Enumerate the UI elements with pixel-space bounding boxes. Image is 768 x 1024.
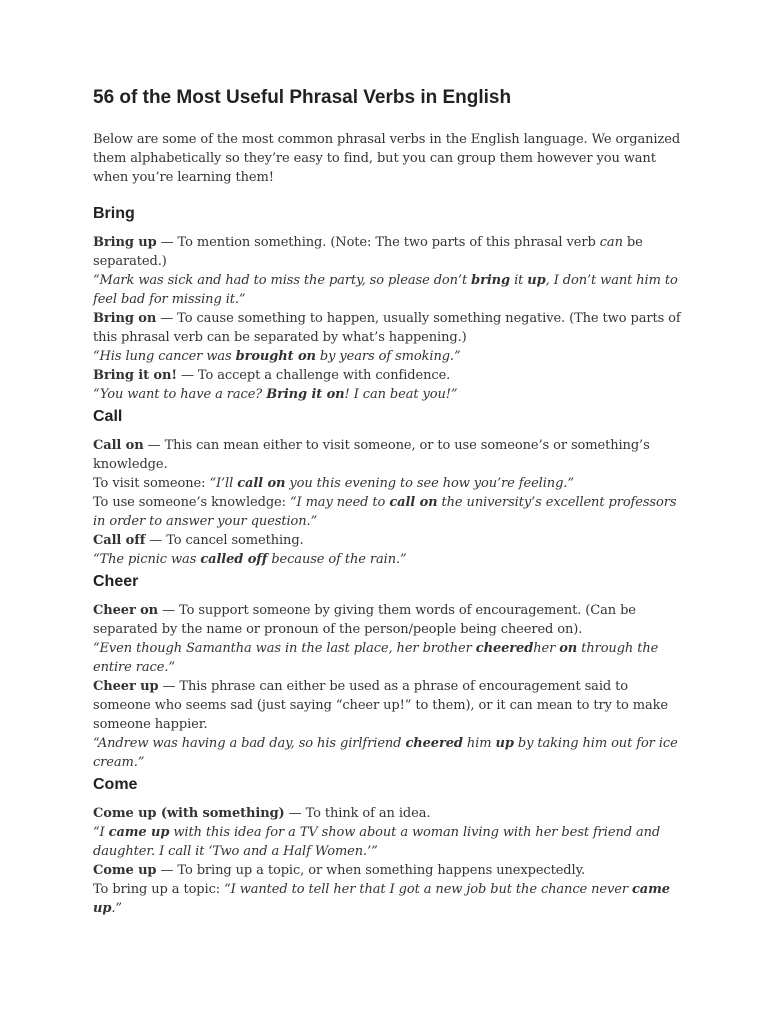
text-run: — This phrase can either be used as a phrase of encouragement said to someone who seems sad (just saying “cheer up!” to them), or it can mean to try to make someone happier. <box>93 679 669 732</box>
phrasal-verb: up <box>495 736 514 751</box>
phrasal-verb: Bring on <box>93 311 157 326</box>
text-run: “I <box>93 825 109 840</box>
definition-line <box>93 804 683 823</box>
text-run: “Even though Samantha was in the last place, her brother <box>93 641 476 656</box>
text-run: — To think of an idea. <box>284 806 431 821</box>
phrasal-verb: call on <box>237 476 286 491</box>
phrasal-verb: call on <box>389 495 438 510</box>
example-sentence <box>93 271 683 309</box>
text-run: by taking him out for ice cream.” <box>93 736 678 770</box>
example-sentence <box>93 385 683 404</box>
section-heading: Cheer <box>93 573 139 590</box>
section-bring <box>93 203 683 404</box>
phrasal-verb: cheered <box>405 736 463 751</box>
text-run: — To bring up a topic, or when something happens unexpectedly. <box>156 863 586 878</box>
section-cheer <box>93 571 683 772</box>
section-come <box>93 774 683 918</box>
text-run: with this idea for a TV show about a woman living with her best friend and daughter. I call it ‘Two and a Half Women.’” <box>93 825 661 859</box>
text-run: “I’ll <box>209 476 238 491</box>
phrasal-verb: Call on <box>93 438 144 453</box>
definition-line <box>93 677 683 734</box>
document-title: 56 of the Most Useful Phrasal Verbs in English <box>93 87 512 108</box>
text-run: ! I can beat you!” <box>344 387 458 402</box>
section-heading: Come <box>93 776 138 793</box>
text-run: can <box>599 235 623 250</box>
section-call <box>93 406 683 569</box>
text-run: .” <box>111 901 122 916</box>
definition-line <box>93 880 683 918</box>
text-run: — To support someone by giving them words of encouragement. (Can be separated by the name or pronoun of the person/people being cheered on). <box>93 603 636 637</box>
text-run: “Andrew was having a bad day, so his girlfriend <box>93 736 406 751</box>
text-run: be separated.) <box>93 235 643 269</box>
phrasal-verb: called off <box>200 552 268 567</box>
text-run: “You want to have a race? <box>93 387 267 402</box>
document-page <box>93 86 683 920</box>
phrasal-verb: brought on <box>235 349 316 364</box>
phrasal-verb: on <box>559 641 578 656</box>
example-sentence <box>93 347 683 366</box>
phrasal-verb: came up <box>93 882 670 916</box>
text-run: To visit someone: <box>93 476 210 491</box>
text-run: — To cause something to happen, usually something negative. (The two parts of this phrasal verb can be separated by what’s happening.) <box>93 311 681 345</box>
text-run: through the entire race.” <box>93 641 659 675</box>
definition-line <box>93 233 683 271</box>
text-run: To use someone’s knowledge: <box>93 495 290 510</box>
phrasal-verb: Cheer up <box>93 679 159 694</box>
section-heading: Call <box>93 408 123 425</box>
definition-line <box>93 531 683 550</box>
definition-line <box>93 601 683 639</box>
definition-line <box>93 474 683 493</box>
text-run: “I may need to <box>289 495 390 510</box>
text-run: “The picnic was <box>93 552 201 567</box>
phrasal-verb: cheered <box>475 641 534 656</box>
section-heading: Bring <box>93 205 135 222</box>
intro-paragraph: Below are some of the most common phrasal verbs in the English language. We organized them alphabetically so they’re easy to find, but you can group them however you want when you’re learning them! <box>93 132 681 185</box>
text-run: — To cancel something. <box>145 533 304 548</box>
text-run: — To mention something. (Note: The two parts of this phrasal verb <box>156 235 600 250</box>
text-run: it <box>510 273 528 288</box>
phrasal-verb: Call off <box>93 533 146 548</box>
definition-line <box>93 309 683 347</box>
phrasal-verb: Bring it on! <box>93 368 177 383</box>
phrasal-verb: Come up <box>93 863 157 878</box>
text-run: her <box>533 641 560 656</box>
definition-line <box>93 436 683 474</box>
phrasal-verb: came up <box>108 825 170 840</box>
text-run: — To accept a challenge with confidence. <box>176 368 451 383</box>
text-run: by years of smoking.” <box>315 349 461 364</box>
definition-line <box>93 493 683 531</box>
example-sentence <box>93 550 683 569</box>
phrasal-verb: up <box>527 273 546 288</box>
example-sentence <box>93 734 683 772</box>
text-run: To bring up a topic: <box>93 882 225 897</box>
example-sentence <box>93 639 683 677</box>
text-run: “I wanted to tell her that I got a new job but the chance never <box>224 882 632 897</box>
text-run: — This can mean either to visit someone, or to use someone’s or something’s knowledge. <box>93 438 650 472</box>
definition-line <box>93 366 683 385</box>
phrasal-verb: Come up (with something) <box>93 806 285 821</box>
phrasal-verb: Bring it on <box>266 387 345 402</box>
text-run: him <box>462 736 496 751</box>
example-sentence <box>93 823 683 861</box>
text-run: the university’s excellent professors in order to answer your question.” <box>93 495 677 529</box>
text-run: , I don’t want him to feel bad for missing it.” <box>93 273 678 307</box>
text-run: “Mark was sick and had to miss the party, so please don’t <box>93 273 472 288</box>
phrasal-verb: Bring up <box>93 235 157 250</box>
text-run: “His lung cancer was <box>93 349 236 364</box>
sections-container <box>93 203 683 918</box>
phrasal-verb: bring <box>471 273 511 288</box>
text-run: you this evening to see how you’re feeling.” <box>285 476 574 491</box>
text-run: because of the rain.” <box>267 552 407 567</box>
phrasal-verb: Cheer on <box>93 603 159 618</box>
definition-line <box>93 861 683 880</box>
